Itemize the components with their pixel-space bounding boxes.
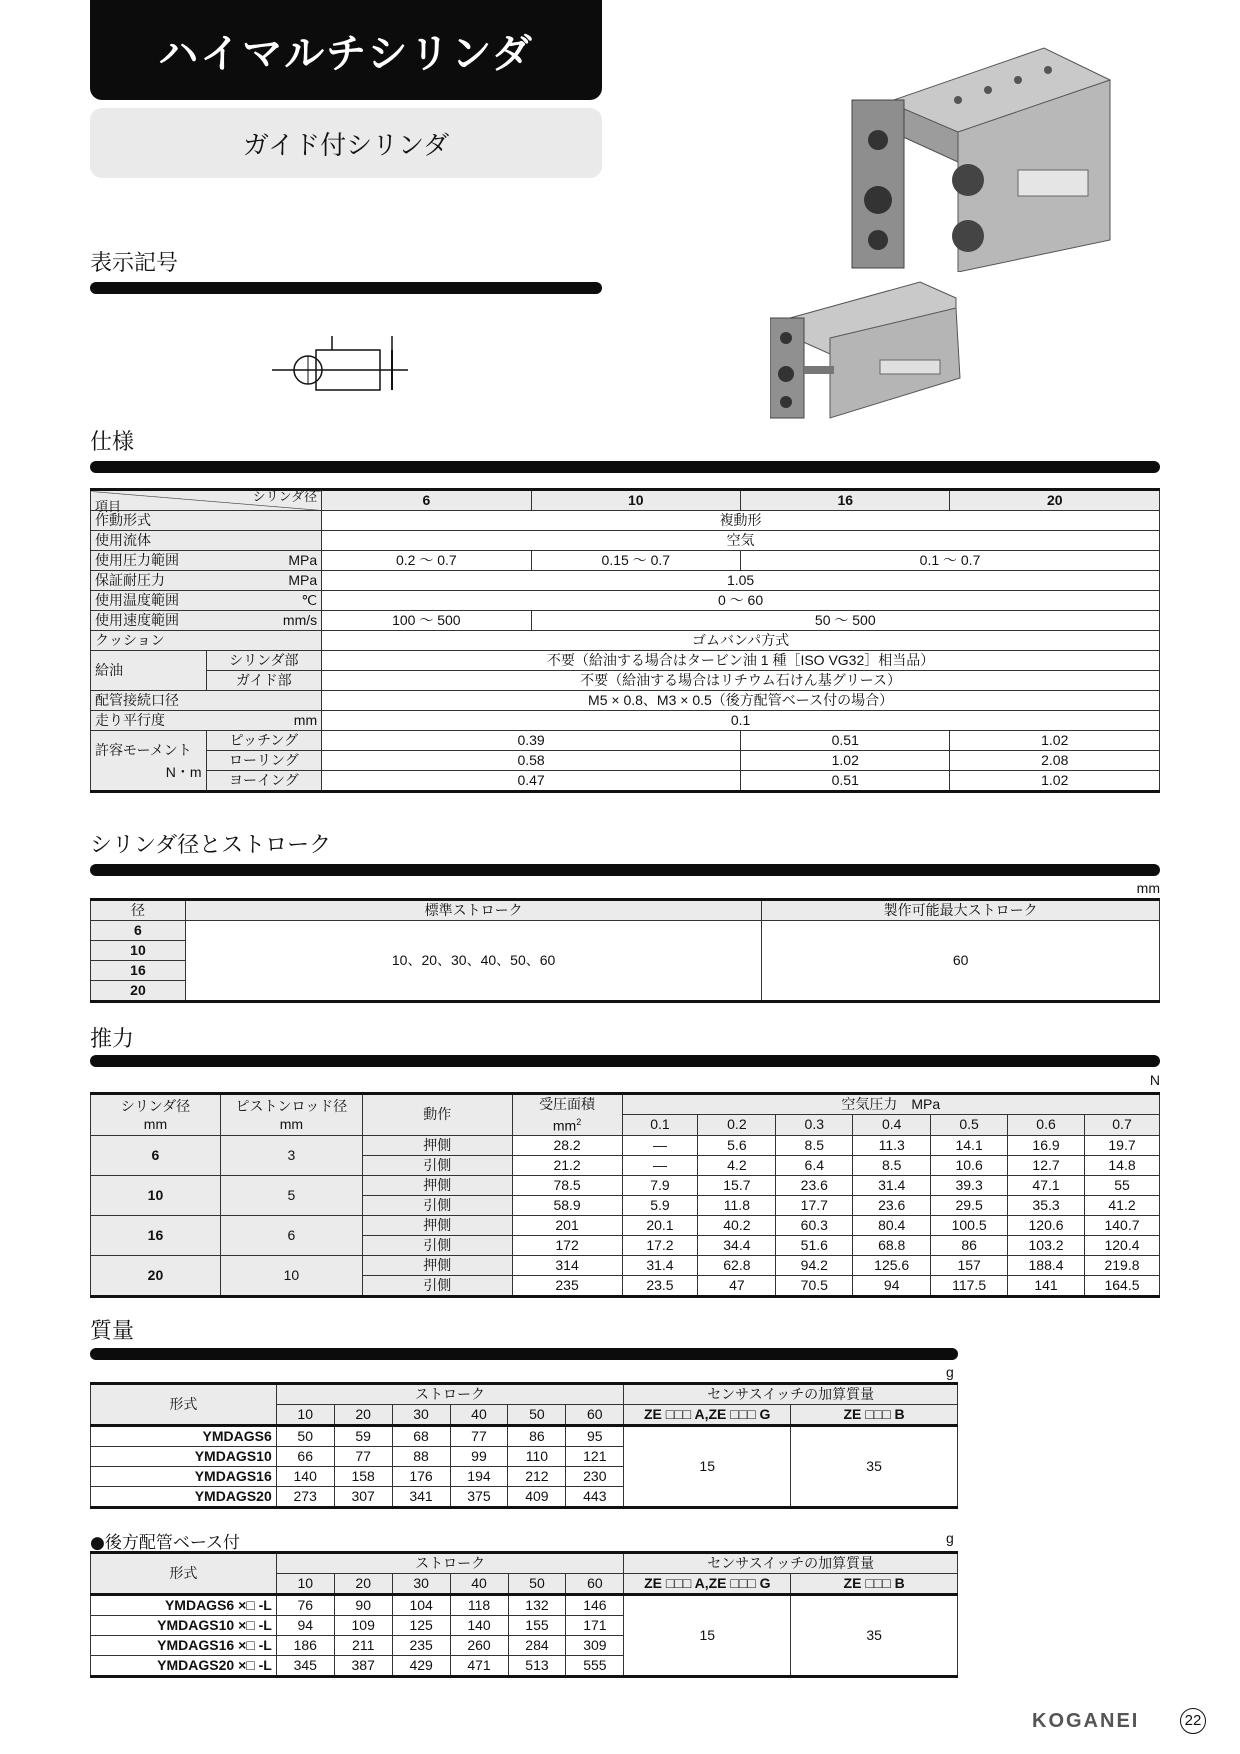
spec-unit: MPa	[288, 552, 318, 568]
mass-value: 341	[392, 1487, 450, 1508]
mass-value: 309	[566, 1636, 624, 1656]
mass-model: YMDAGS6 ×□ -L	[91, 1595, 277, 1616]
force-value: 51.6	[776, 1235, 853, 1255]
spec-unit: mm/s	[282, 612, 318, 628]
force-header-rod	[220, 1094, 362, 1136]
stroke-bore: 20	[91, 981, 186, 1002]
spec-value: 0.51	[741, 731, 950, 751]
force-header-text: シリンダ径	[120, 1097, 191, 1114]
force-header-unit: mm	[552, 1117, 577, 1134]
force-value: 8.5	[776, 1135, 853, 1155]
mass-stroke-header: 20	[334, 1405, 392, 1426]
section-heading-mass: 質量	[90, 1319, 135, 1344]
mass-stroke-header: 30	[392, 1574, 450, 1595]
spec-bore-20: 20	[950, 490, 1160, 511]
mass-table	[90, 1382, 958, 1509]
mass-value: 471	[450, 1656, 508, 1677]
force-value: 4.2	[698, 1155, 776, 1175]
force-value: 29.5	[931, 1195, 1008, 1215]
force-header-unit: mm	[279, 1115, 304, 1132]
mass-stroke-header: 40	[450, 1405, 508, 1426]
mass-value: 555	[566, 1656, 624, 1677]
force-bore: 16	[91, 1215, 221, 1255]
mass-value: 99	[450, 1447, 508, 1467]
spec-value: ゴムバンパ方式	[322, 631, 1160, 651]
mass-model: YMDAGS20	[91, 1487, 277, 1508]
force-value: 17.2	[622, 1235, 698, 1255]
force-value: 11.3	[853, 1135, 931, 1155]
mass-stroke-header: 50	[508, 1574, 566, 1595]
mass-sensor-a-header: ZE □□□ A,ZE □□□ G	[624, 1405, 791, 1426]
force-action: 引側	[362, 1275, 512, 1296]
force-value: 17.7	[776, 1195, 853, 1215]
spec-label	[91, 571, 322, 591]
mass-value: 118	[450, 1595, 508, 1616]
mass-sensor-a-value: 15	[624, 1595, 791, 1677]
force-value: 164.5	[1085, 1275, 1160, 1296]
force-value: 86	[931, 1235, 1008, 1255]
force-value: 31.4	[622, 1255, 698, 1275]
spec-bore-16: 16	[741, 490, 950, 511]
mass-value: 158	[334, 1467, 392, 1487]
mass-value: 110	[508, 1447, 566, 1467]
mass-value: 88	[392, 1447, 450, 1467]
mass-value: 94	[276, 1616, 334, 1636]
spec-value: 不要（給油する場合はリチウム石けん基グリース）	[322, 671, 1160, 691]
force-area: 58.9	[512, 1195, 622, 1215]
spec-value: 1.02	[950, 771, 1160, 792]
force-header-text: ピストンロッド径	[235, 1097, 348, 1114]
force-value: 23.6	[853, 1195, 931, 1215]
force-bore: 10	[91, 1175, 221, 1215]
force-value: 70.5	[776, 1275, 853, 1296]
mass-value: 125	[392, 1616, 450, 1636]
mass-value: 235	[392, 1636, 450, 1656]
spec-corner-top: シリンダ径	[252, 489, 318, 504]
spec-value: 50 ～ 500	[531, 611, 1159, 631]
stroke-bore: 6	[91, 921, 186, 941]
mass-value: 155	[508, 1616, 566, 1636]
spec-value: 0.47	[322, 771, 741, 792]
spec-label-text: 許容モーメント	[95, 741, 192, 758]
spec-label: 使用流体	[91, 531, 322, 551]
mass-model: YMDAGS10	[91, 1447, 277, 1467]
unit-label: g	[946, 1530, 954, 1546]
spec-sublabel: ガイド部	[206, 671, 322, 691]
spec-sublabel: シリンダ部	[206, 651, 322, 671]
force-action: 引側	[362, 1235, 512, 1255]
force-rod: 3	[220, 1135, 362, 1175]
spec-value: 0.39	[322, 731, 741, 751]
mass-header-sensor: センサスイッチの加算質量	[624, 1553, 958, 1574]
force-value: 6.4	[776, 1155, 853, 1175]
spec-label	[91, 591, 322, 611]
spec-label	[91, 551, 322, 571]
mass-value: 513	[508, 1656, 566, 1677]
mass-value: 66	[276, 1447, 334, 1467]
mass-value: 77	[334, 1447, 392, 1467]
force-pressure-header: 0.2	[698, 1115, 776, 1135]
mass-value: 90	[334, 1595, 392, 1616]
spec-value: 0.1 ～ 0.7	[741, 551, 1160, 571]
force-value: 188.4	[1008, 1255, 1085, 1275]
unit-label: g	[946, 1364, 954, 1380]
section-heading-stroke: シリンダ径とストローク	[90, 833, 332, 858]
mass-value: 273	[276, 1487, 334, 1508]
product-image-small	[770, 278, 970, 420]
mass-sensor-a-header: ZE □□□ A,ZE □□□ G	[624, 1574, 791, 1595]
mass-stroke-header: 60	[566, 1574, 624, 1595]
spec-unit: ℃	[301, 592, 318, 608]
spec-value: 0.1	[322, 711, 1160, 731]
mass-value: 121	[566, 1447, 624, 1467]
force-value: 23.5	[622, 1275, 698, 1296]
stroke-table	[90, 898, 1160, 1003]
unit-label: N	[1149, 1072, 1160, 1088]
force-action: 押側	[362, 1215, 512, 1235]
force-pressure-header: 0.3	[776, 1115, 853, 1135]
cylinder-symbol	[272, 332, 422, 394]
mass-value: 146	[566, 1595, 624, 1616]
mass-sensor-b-value: 35	[791, 1595, 958, 1677]
force-area: 172	[512, 1235, 622, 1255]
force-header-bore	[91, 1094, 221, 1136]
force-value: 35.3	[1008, 1195, 1085, 1215]
force-header-sup: 2	[576, 1117, 582, 1127]
force-pressure-header: 0.7	[1085, 1115, 1160, 1135]
force-value: 34.4	[698, 1235, 776, 1255]
force-area: 235	[512, 1275, 622, 1296]
spec-label: クッション	[91, 631, 322, 651]
force-value: 62.8	[698, 1255, 776, 1275]
spec-label-text: 走り平行度	[95, 712, 165, 728]
mass-value: 50	[276, 1426, 334, 1447]
force-area: 28.2	[512, 1135, 622, 1155]
force-value: 39.3	[931, 1175, 1008, 1195]
spec-label-text: 使用速度範囲	[95, 612, 179, 628]
force-value: 8.5	[853, 1155, 931, 1175]
force-value: 5.6	[698, 1135, 776, 1155]
mass-value: 68	[392, 1426, 450, 1447]
force-value: 219.8	[1085, 1255, 1160, 1275]
force-action: 引側	[362, 1195, 512, 1215]
force-value: 120.6	[1008, 1215, 1085, 1235]
mass-value: 211	[334, 1636, 392, 1656]
spec-bore-10: 10	[531, 490, 740, 511]
spec-value: 2.08	[950, 751, 1160, 771]
mass-rear-table	[90, 1551, 958, 1678]
section-heading-symbol: 表示記号	[90, 251, 179, 276]
spec-label-text: 保証耐圧力	[95, 572, 165, 588]
mass-model: YMDAGS16 ×□ -L	[91, 1636, 277, 1656]
stroke-bore: 10	[91, 941, 186, 961]
brand-logo: KOGANEI	[1032, 1710, 1140, 1732]
force-value: —	[622, 1155, 698, 1175]
force-value: 68.8	[853, 1235, 931, 1255]
force-bore: 20	[91, 1255, 221, 1296]
mass-value: 76	[276, 1595, 334, 1616]
spec-value: 1.05	[322, 571, 1160, 591]
force-value: 47	[698, 1275, 776, 1296]
mass-value: 230	[566, 1467, 624, 1487]
force-value: 11.8	[698, 1195, 776, 1215]
force-value: 103.2	[1008, 1235, 1085, 1255]
mass-value: 284	[508, 1636, 566, 1656]
mass-value: 171	[566, 1616, 624, 1636]
mass-value: 186	[276, 1636, 334, 1656]
mass-value: 345	[276, 1656, 334, 1677]
mass-value: 104	[392, 1595, 450, 1616]
mass-header-stroke: ストローク	[276, 1384, 624, 1405]
mass-stroke-header: 40	[450, 1574, 508, 1595]
force-bore: 6	[91, 1135, 221, 1175]
force-pressure-header: 0.1	[622, 1115, 698, 1135]
force-value: —	[622, 1135, 698, 1155]
spec-unit: N・m	[165, 763, 202, 780]
stroke-header: 製作可能最大ストローク	[762, 900, 1160, 921]
force-value: 15.7	[698, 1175, 776, 1195]
force-header-unit: mm	[143, 1115, 168, 1132]
force-pressure-header: 0.4	[853, 1115, 931, 1135]
force-value: 60.3	[776, 1215, 853, 1235]
force-header-text: 受圧面積	[539, 1096, 596, 1112]
force-action: 押側	[362, 1175, 512, 1195]
mass-value: 443	[566, 1487, 624, 1508]
mass-value: 95	[566, 1426, 624, 1447]
spec-value: M5 × 0.8、M3 × 0.5（後方配管ベース付の場合）	[322, 691, 1160, 711]
mass-value: 86	[508, 1426, 566, 1447]
spec-value: 0 ～ 60	[322, 591, 1160, 611]
force-pressure-header: 0.6	[1008, 1115, 1085, 1135]
mass-header-sensor: センサスイッチの加算質量	[624, 1384, 958, 1405]
mass-model: YMDAGS16	[91, 1467, 277, 1487]
spec-label: 給油	[91, 651, 207, 691]
mass-stroke-header: 30	[392, 1405, 450, 1426]
force-value: 157	[931, 1255, 1008, 1275]
spec-value: 1.02	[950, 731, 1160, 751]
mass-value: 132	[508, 1595, 566, 1616]
force-value: 5.9	[622, 1195, 698, 1215]
force-action: 押側	[362, 1255, 512, 1275]
page-subtitle: ガイド付シリンダ	[90, 108, 602, 178]
spec-corner-bottom: 項目	[95, 499, 122, 514]
force-value: 10.6	[931, 1155, 1008, 1175]
force-value: 120.4	[1085, 1235, 1160, 1255]
mass-sensor-b-value: 35	[791, 1426, 958, 1508]
mass-stroke-header: 60	[566, 1405, 624, 1426]
mass-value: 194	[450, 1467, 508, 1487]
force-rod: 5	[220, 1175, 362, 1215]
mass-model: YMDAGS6	[91, 1426, 277, 1447]
unit-label: mm	[1136, 880, 1160, 896]
force-header-pressure: 空気圧力 MPa	[622, 1094, 1159, 1115]
force-area: 21.2	[512, 1155, 622, 1175]
force-value: 140.7	[1085, 1215, 1160, 1235]
force-value: 16.9	[1008, 1135, 1085, 1155]
stroke-bore: 16	[91, 961, 186, 981]
mass-value: 77	[450, 1426, 508, 1447]
spec-label-text: 使用圧力範囲	[95, 552, 179, 568]
section-bar	[90, 461, 1160, 473]
mass-value: 109	[334, 1616, 392, 1636]
section-bar	[90, 864, 1160, 876]
spec-value: 複動形	[322, 511, 1160, 531]
force-value: 12.7	[1008, 1155, 1085, 1175]
spec-value: 0.15 ～ 0.7	[531, 551, 740, 571]
spec-table	[90, 488, 1160, 793]
force-value: 141	[1008, 1275, 1085, 1296]
mass-value: 375	[450, 1487, 508, 1508]
spec-value: 0.2 ～ 0.7	[322, 551, 531, 571]
force-action: 引側	[362, 1155, 512, 1175]
stroke-header: 径	[91, 900, 186, 921]
force-area: 314	[512, 1255, 622, 1275]
stroke-std-value: 10、20、30、40、50、60	[185, 921, 761, 1002]
section-heading-force: 推力	[90, 1027, 135, 1052]
force-rod: 6	[220, 1215, 362, 1255]
force-area: 78.5	[512, 1175, 622, 1195]
mass-value: 307	[334, 1487, 392, 1508]
mass-stroke-header: 10	[276, 1405, 334, 1426]
product-image-large	[848, 40, 1120, 272]
force-value: 47.1	[1008, 1175, 1085, 1195]
spec-label: 作動形式	[91, 511, 322, 531]
force-value: 94	[853, 1275, 931, 1296]
force-value: 23.6	[776, 1175, 853, 1195]
section-bar	[90, 1055, 1160, 1067]
force-pressure-header: 0.5	[931, 1115, 1008, 1135]
force-value: 117.5	[931, 1275, 1008, 1296]
mass-sensor-a-value: 15	[624, 1426, 791, 1508]
spec-label: 配管接続口径	[91, 691, 322, 711]
mass-stroke-header: 20	[334, 1574, 392, 1595]
force-rod: 10	[220, 1255, 362, 1296]
mass-value: 140	[450, 1616, 508, 1636]
mass-sensor-b-header: ZE □□□ B	[791, 1574, 958, 1595]
force-value: 7.9	[622, 1175, 698, 1195]
mass-model: YMDAGS10 ×□ -L	[91, 1616, 277, 1636]
section-bar	[90, 1348, 958, 1360]
force-value: 125.6	[853, 1255, 931, 1275]
mass-header-model: 形式	[91, 1553, 277, 1595]
stroke-header: 標準ストローク	[185, 900, 761, 921]
force-value: 40.2	[698, 1215, 776, 1235]
mass-value: 409	[508, 1487, 566, 1508]
spec-value: 0.51	[741, 771, 950, 792]
mass-value: 387	[334, 1656, 392, 1677]
mass-value: 140	[276, 1467, 334, 1487]
stroke-max-value: 60	[762, 921, 1160, 1002]
force-value: 41.2	[1085, 1195, 1160, 1215]
force-header-area	[512, 1094, 622, 1136]
spec-sublabel: ローリング	[206, 751, 322, 771]
spec-bore-6: 6	[322, 490, 531, 511]
mass-model: YMDAGS20 ×□ -L	[91, 1656, 277, 1677]
spec-unit: MPa	[288, 572, 318, 588]
force-action: 押側	[362, 1135, 512, 1155]
mass-header-stroke: ストローク	[276, 1553, 624, 1574]
spec-value: 空気	[322, 531, 1160, 551]
force-value: 80.4	[853, 1215, 931, 1235]
spec-label	[91, 731, 207, 792]
mass-value: 212	[508, 1467, 566, 1487]
mass-sensor-b-header: ZE □□□ B	[791, 1405, 958, 1426]
spec-label	[91, 711, 322, 731]
section-heading-spec: 仕様	[90, 430, 135, 455]
mass-header-model: 形式	[91, 1384, 277, 1426]
force-value: 31.4	[853, 1175, 931, 1195]
spec-label	[91, 611, 322, 631]
mass-value: 260	[450, 1636, 508, 1656]
force-value: 94.2	[776, 1255, 853, 1275]
spec-value: 0.58	[322, 751, 741, 771]
force-header-action: 動作	[362, 1094, 512, 1136]
page-title: ハイマルチシリンダ	[90, 0, 602, 100]
mass-value: 59	[334, 1426, 392, 1447]
force-area: 201	[512, 1215, 622, 1235]
force-value: 14.1	[931, 1135, 1008, 1155]
force-value: 100.5	[931, 1215, 1008, 1235]
force-value: 14.8	[1085, 1155, 1160, 1175]
page-number: 22	[1180, 1708, 1206, 1734]
spec-value: 1.02	[741, 751, 950, 771]
spec-sublabel: ヨーイング	[206, 771, 322, 792]
spec-sublabel: ピッチング	[206, 731, 322, 751]
section-heading-mass-rear: ●後方配管ベース付	[90, 1533, 240, 1553]
mass-stroke-header: 50	[508, 1405, 566, 1426]
force-value: 55	[1085, 1175, 1160, 1195]
force-table	[90, 1092, 1160, 1298]
force-value: 19.7	[1085, 1135, 1160, 1155]
mass-value: 429	[392, 1656, 450, 1677]
mass-stroke-header: 10	[276, 1574, 334, 1595]
section-bar	[90, 282, 602, 294]
spec-unit: mm	[293, 712, 318, 728]
spec-value: 100 ～ 500	[322, 611, 531, 631]
force-value: 20.1	[622, 1215, 698, 1235]
spec-label-text: 使用温度範囲	[95, 592, 179, 608]
mass-value: 176	[392, 1467, 450, 1487]
spec-value: 不要（給油する場合はタービン油 1 種［ISO VG32］相当品）	[322, 651, 1160, 671]
